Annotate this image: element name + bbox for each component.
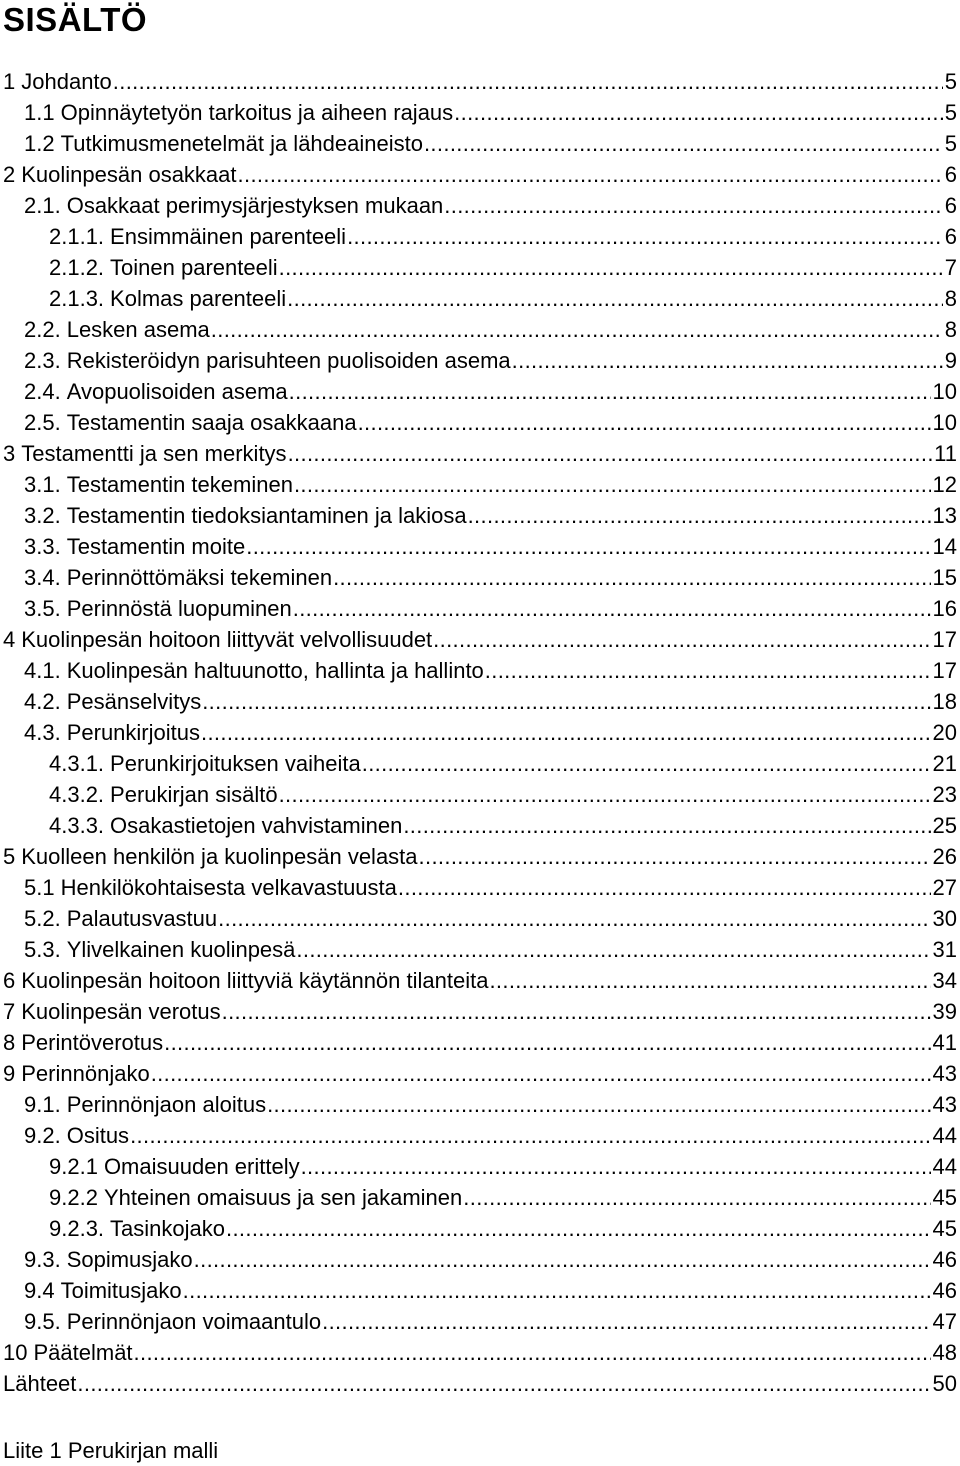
toc-entry-title: Perinnönjako [21, 1061, 150, 1086]
toc-entry[interactable] [0, 345, 957, 376]
toc-entry[interactable] [0, 97, 957, 128]
toc-entry-title: Lesken asema [66, 317, 210, 342]
toc-entry-number: 4.3.2. [49, 782, 105, 807]
toc-entry[interactable] [0, 66, 957, 97]
toc-entry-title: Päätelmät [33, 1340, 133, 1365]
toc-dot-leader [183, 1275, 931, 1306]
toc-entry[interactable] [0, 128, 957, 159]
toc-entry-number: 4.2. [24, 689, 61, 714]
toc-entry-title: Ylivelkainen kuolinpesä [66, 937, 296, 962]
toc-entry[interactable] [0, 872, 957, 903]
table-of-contents [0, 66, 957, 1399]
toc-entry-page-number: 46 [932, 1278, 957, 1303]
toc-entry[interactable] [0, 500, 957, 531]
toc-entry[interactable] [0, 655, 957, 686]
toc-entry[interactable] [0, 1058, 957, 1089]
toc-dot-leader [218, 903, 930, 934]
toc-entry-page-number: 17 [932, 658, 957, 683]
toc-entry-page-number: 14 [932, 534, 957, 559]
toc-dot-leader [279, 779, 931, 810]
toc-entry-number: 3.4. [24, 565, 61, 590]
toc-entry-title: Omaisuuden erittely [103, 1154, 300, 1179]
toc-dot-leader [512, 345, 943, 376]
toc-entry-page-number: 39 [932, 999, 957, 1024]
toc-entry-number: 2.1.1. [49, 224, 105, 249]
toc-entry[interactable] [0, 438, 957, 469]
toc-entry[interactable] [0, 221, 957, 252]
toc-entry[interactable] [0, 841, 957, 872]
toc-entry-title: Perunkirjoitus [66, 720, 200, 745]
toc-entry-number: 4.1. [24, 658, 61, 683]
toc-entry-number: 3.5. [24, 596, 61, 621]
toc-entry-title: Pesänselvitys [66, 689, 202, 714]
toc-entry-number: 9 [3, 1061, 16, 1086]
toc-entry-number: 9.1. [24, 1092, 61, 1117]
toc-entry-page-number: 25 [932, 813, 957, 838]
toc-entry-title: Kuolinpesän haltuunotto, hallinta ja hallinto [66, 658, 484, 683]
toc-dot-leader [134, 1337, 931, 1368]
toc-entry-number: 9.3. [24, 1247, 61, 1272]
toc-entry-title: Osakkaat perimysjärjestyksen mukaan [66, 193, 444, 218]
toc-entry-number: 2.1.2. [49, 255, 105, 280]
toc-entry[interactable] [0, 1027, 957, 1058]
toc-entry-number: 3.2. [24, 503, 61, 528]
toc-entry-page-number: 43 [932, 1061, 957, 1086]
toc-entry[interactable] [0, 717, 957, 748]
toc-entry-number: 10 [3, 1340, 28, 1365]
toc-entry-page-number: 10 [932, 410, 957, 435]
toc-entry[interactable] [0, 283, 957, 314]
toc-entry-page-number: 45 [932, 1216, 957, 1241]
toc-entry-title: Perinnöstä luopuminen [66, 596, 292, 621]
toc-entry[interactable] [0, 190, 957, 221]
toc-entry-page-number: 31 [932, 937, 957, 962]
toc-entry-page-number: 30 [932, 906, 957, 931]
toc-entry-number: 4.3.1. [49, 751, 105, 776]
toc-entry-page-number: 5 [944, 69, 957, 94]
toc-dot-leader [301, 1151, 931, 1182]
toc-entry-number: 4.3. [24, 720, 61, 745]
toc-dot-leader [130, 1120, 930, 1151]
toc-entry-page-number: 13 [932, 503, 957, 528]
toc-entry-number: 4 [3, 627, 16, 652]
toc-entry-number: 6 [3, 968, 16, 993]
toc-entry-page-number: 5 [944, 131, 957, 156]
toc-dot-leader [222, 996, 931, 1027]
toc-entry-number: 2.1.3. [49, 286, 105, 311]
toc-entry-page-number: 44 [932, 1154, 957, 1179]
toc-entry-title: Ositus [66, 1123, 130, 1148]
toc-entry-title: Testamentti ja sen merkitys [21, 441, 287, 466]
toc-dot-leader [322, 1306, 930, 1337]
toc-entry-title: Avopuolisoiden asema [66, 379, 288, 404]
toc-dot-leader [454, 97, 943, 128]
toc-entry-number: 9.2.1 [49, 1154, 98, 1179]
toc-entry-page-number: 21 [932, 751, 957, 776]
toc-entry[interactable] [0, 314, 957, 345]
toc-dot-leader [151, 1058, 931, 1089]
toc-entry-number: 3.3. [24, 534, 61, 559]
toc-entry-page-number: 23 [932, 782, 957, 807]
toc-dot-leader [358, 407, 931, 438]
toc-entry-page-number: 43 [932, 1092, 957, 1117]
toc-entry-number: 2.4. [24, 379, 61, 404]
toc-entry-number: 4.3.3. [49, 813, 105, 838]
toc-entry-title: Opinnäytetyön tarkoitus ja aiheen rajaus [60, 100, 454, 125]
toc-entry-page-number: 17 [932, 627, 957, 652]
toc-entry[interactable] [0, 531, 957, 562]
toc-entry-number: 2 [3, 162, 16, 187]
toc-entry-title: Tasinkojako [110, 1216, 225, 1241]
toc-entry[interactable] [0, 903, 957, 934]
toc-entry-title: Kuolinpesän osakkaat [21, 162, 237, 187]
toc-dot-leader [398, 872, 931, 903]
toc-entry[interactable] [0, 810, 957, 841]
toc-dot-leader [287, 283, 943, 314]
toc-entry-number: 9.2. [24, 1123, 61, 1148]
toc-entry-number: 3.1. [24, 472, 61, 497]
toc-entry[interactable] [0, 686, 957, 717]
toc-dot-leader [424, 128, 943, 159]
toc-entry-title: Perintöverotus [21, 1030, 164, 1055]
toc-dot-leader [238, 159, 943, 190]
toc-entry-page-number: 45 [932, 1185, 957, 1210]
toc-dot-leader [433, 624, 930, 655]
toc-entry-number: 5.1 [24, 875, 55, 900]
toc-entry-page-number: 26 [932, 844, 957, 869]
toc-entry[interactable] [0, 407, 957, 438]
toc-entry[interactable] [0, 1089, 957, 1120]
toc-entry[interactable] [0, 593, 957, 624]
toc-entry[interactable] [0, 252, 957, 283]
toc-dot-leader [226, 1213, 931, 1244]
toc-entry[interactable] [0, 748, 957, 779]
toc-entry[interactable] [0, 1182, 957, 1213]
toc-dot-leader [347, 221, 943, 252]
page-title: SISÄLTÖ [3, 1, 148, 38]
toc-entry-page-number: 8 [944, 317, 957, 342]
toc-entry-title: Ensimmäinen parenteeli [110, 224, 347, 249]
toc-dot-leader [279, 252, 943, 283]
toc-entry[interactable] [0, 779, 957, 810]
toc-entry-title: Testamentin tiedoksiantaminen ja lakiosa [66, 503, 467, 528]
toc-entry-number: 3 [3, 441, 16, 466]
toc-entry-page-number: 34 [932, 968, 957, 993]
toc-dot-leader [294, 469, 931, 500]
toc-entry-page-number: 15 [932, 565, 957, 590]
toc-dot-leader [463, 1182, 930, 1213]
toc-dot-leader [211, 314, 943, 345]
toc-dot-leader [485, 655, 931, 686]
toc-entry-title: Toimitusjako [60, 1278, 182, 1303]
toc-entry-number: 7 [3, 999, 16, 1024]
toc-entry[interactable] [0, 624, 957, 655]
toc-dot-leader [77, 1368, 930, 1399]
toc-entry-title: Testamentin saaja osakkaana [66, 410, 357, 435]
toc-entry-title: Toinen parenteeli [110, 255, 278, 280]
toc-dot-leader [194, 1244, 931, 1275]
toc-entry-title: Sopimusjako [66, 1247, 193, 1272]
toc-entry[interactable] [0, 1151, 957, 1182]
toc-entry[interactable] [0, 965, 957, 996]
toc-entry-number: 5 [3, 844, 16, 869]
toc-entry-number: 8 [3, 1030, 16, 1055]
toc-entry-page-number: 20 [932, 720, 957, 745]
toc-entry-page-number: 11 [934, 441, 957, 466]
toc-entry-number: 5.2. [24, 906, 61, 931]
toc-entry-page-number: 46 [932, 1247, 957, 1272]
toc-dot-leader [267, 1089, 930, 1120]
toc-entry-title: Rekisteröidyn parisuhteen puolisoiden asema [66, 348, 511, 373]
toc-entry-title: Lähteet [3, 1371, 77, 1396]
toc-entry-page-number: 6 [944, 193, 957, 218]
toc-entry-number: 1 [3, 69, 16, 94]
toc-entry-title: Testamentin moite [66, 534, 246, 559]
toc-entry-page-number: 47 [932, 1309, 957, 1334]
toc-entry-title: Perinnöttömäksi tekeminen [66, 565, 333, 590]
toc-entry-page-number: 50 [932, 1371, 957, 1396]
toc-dot-leader [468, 500, 931, 531]
toc-entry[interactable] [0, 1120, 957, 1151]
toc-dot-leader [489, 965, 930, 996]
toc-entry-page-number: 48 [932, 1340, 957, 1365]
toc-dot-leader [403, 810, 930, 841]
toc-dot-leader [288, 438, 933, 469]
toc-entry-title: Kolmas parenteeli [110, 286, 287, 311]
toc-entry[interactable] [0, 1213, 957, 1244]
toc-entry-number: 5.3. [24, 937, 61, 962]
toc-dot-leader [362, 748, 931, 779]
toc-entry[interactable] [0, 376, 957, 407]
toc-entry-title: Osakastietojen vahvistaminen [110, 813, 403, 838]
toc-entry-title: Kuolleen henkilön ja kuolinpesän velasta [21, 844, 418, 869]
toc-entry-page-number: 6 [944, 224, 957, 249]
toc-entry-title: Kuolinpesän hoitoon liittyvät velvollisuudet [21, 627, 433, 652]
toc-entry[interactable] [0, 159, 957, 190]
toc-dot-leader [444, 190, 942, 221]
toc-entry-page-number: 10 [932, 379, 957, 404]
toc-entry-page-number: 5 [944, 100, 957, 125]
toc-dot-leader [164, 1027, 930, 1058]
toc-entry-number: 9.2.2 [49, 1185, 98, 1210]
toc-entry[interactable] [0, 1337, 957, 1368]
toc-entry-title: Yhteinen omaisuus ja sen jakaminen [103, 1185, 463, 1210]
toc-entry-page-number: 9 [944, 348, 957, 373]
toc-entry[interactable] [0, 1244, 957, 1275]
toc-entry-title: Tutkimusmenetelmät ja lähdeaineisto [60, 131, 423, 156]
toc-entry-number: 2.2. [24, 317, 61, 342]
toc-entry-page-number: 7 [944, 255, 957, 280]
toc-entry-title: Palautusvastuu [66, 906, 218, 931]
toc-entry-page-number: 16 [932, 596, 957, 621]
toc-entry-title: Perunkirjoituksen vaiheita [110, 751, 361, 776]
toc-entry-number: 9.5. [24, 1309, 61, 1334]
toc-entry[interactable] [0, 1368, 957, 1399]
toc-dot-leader [201, 717, 931, 748]
toc-entry[interactable] [0, 1275, 957, 1306]
toc-entry-number: 1.2 [24, 131, 55, 156]
toc-dot-leader [113, 66, 943, 97]
toc-entry-page-number: 41 [932, 1030, 957, 1055]
toc-entry-page-number: 12 [932, 472, 957, 497]
toc-dot-leader [202, 686, 930, 717]
toc-entry-title: Perukirjan sisältö [110, 782, 278, 807]
toc-entry[interactable] [0, 934, 957, 965]
toc-entry-title: Perinnönjaon voimaantulo [66, 1309, 322, 1334]
toc-dot-leader [293, 593, 931, 624]
toc-entry[interactable] [0, 996, 957, 1027]
toc-entry[interactable] [0, 562, 957, 593]
toc-entry-number: 2.3. [24, 348, 61, 373]
toc-entry-title: Perinnönjaon aloitus [66, 1092, 267, 1117]
toc-entry-number: 1.1 [24, 100, 55, 125]
toc-entry-number: 2.1. [24, 193, 61, 218]
appendix-entry: Liite 1 Perukirjan malli [3, 1438, 219, 1463]
toc-dot-leader [333, 562, 930, 593]
toc-entry-title: Kuolinpesän hoitoon liittyviä käytännön tilanteita [21, 968, 489, 993]
toc-entry-title: Kuolinpesän verotus [21, 999, 221, 1024]
toc-entry-page-number: 18 [932, 689, 957, 714]
toc-entry-title: Johdanto [21, 69, 112, 94]
toc-entry-page-number: 44 [932, 1123, 957, 1148]
toc-entry-page-number: 8 [944, 286, 957, 311]
toc-entry-number: 2.5. [24, 410, 61, 435]
toc-dot-leader [289, 376, 931, 407]
toc-entry-number: 9.2.3. [49, 1216, 105, 1241]
toc-entry[interactable] [0, 1306, 957, 1337]
toc-entry-page-number: 6 [944, 162, 957, 187]
toc-dot-leader [296, 934, 930, 965]
toc-entry-title: Henkilökohtaisesta velkavastuusta [60, 875, 397, 900]
toc-entry-title: Testamentin tekeminen [66, 472, 293, 497]
toc-entry-page-number: 27 [932, 875, 957, 900]
toc-dot-leader [246, 531, 930, 562]
toc-dot-leader [419, 841, 931, 872]
toc-entry-number: 9.4 [24, 1278, 55, 1303]
toc-entry[interactable] [0, 469, 957, 500]
